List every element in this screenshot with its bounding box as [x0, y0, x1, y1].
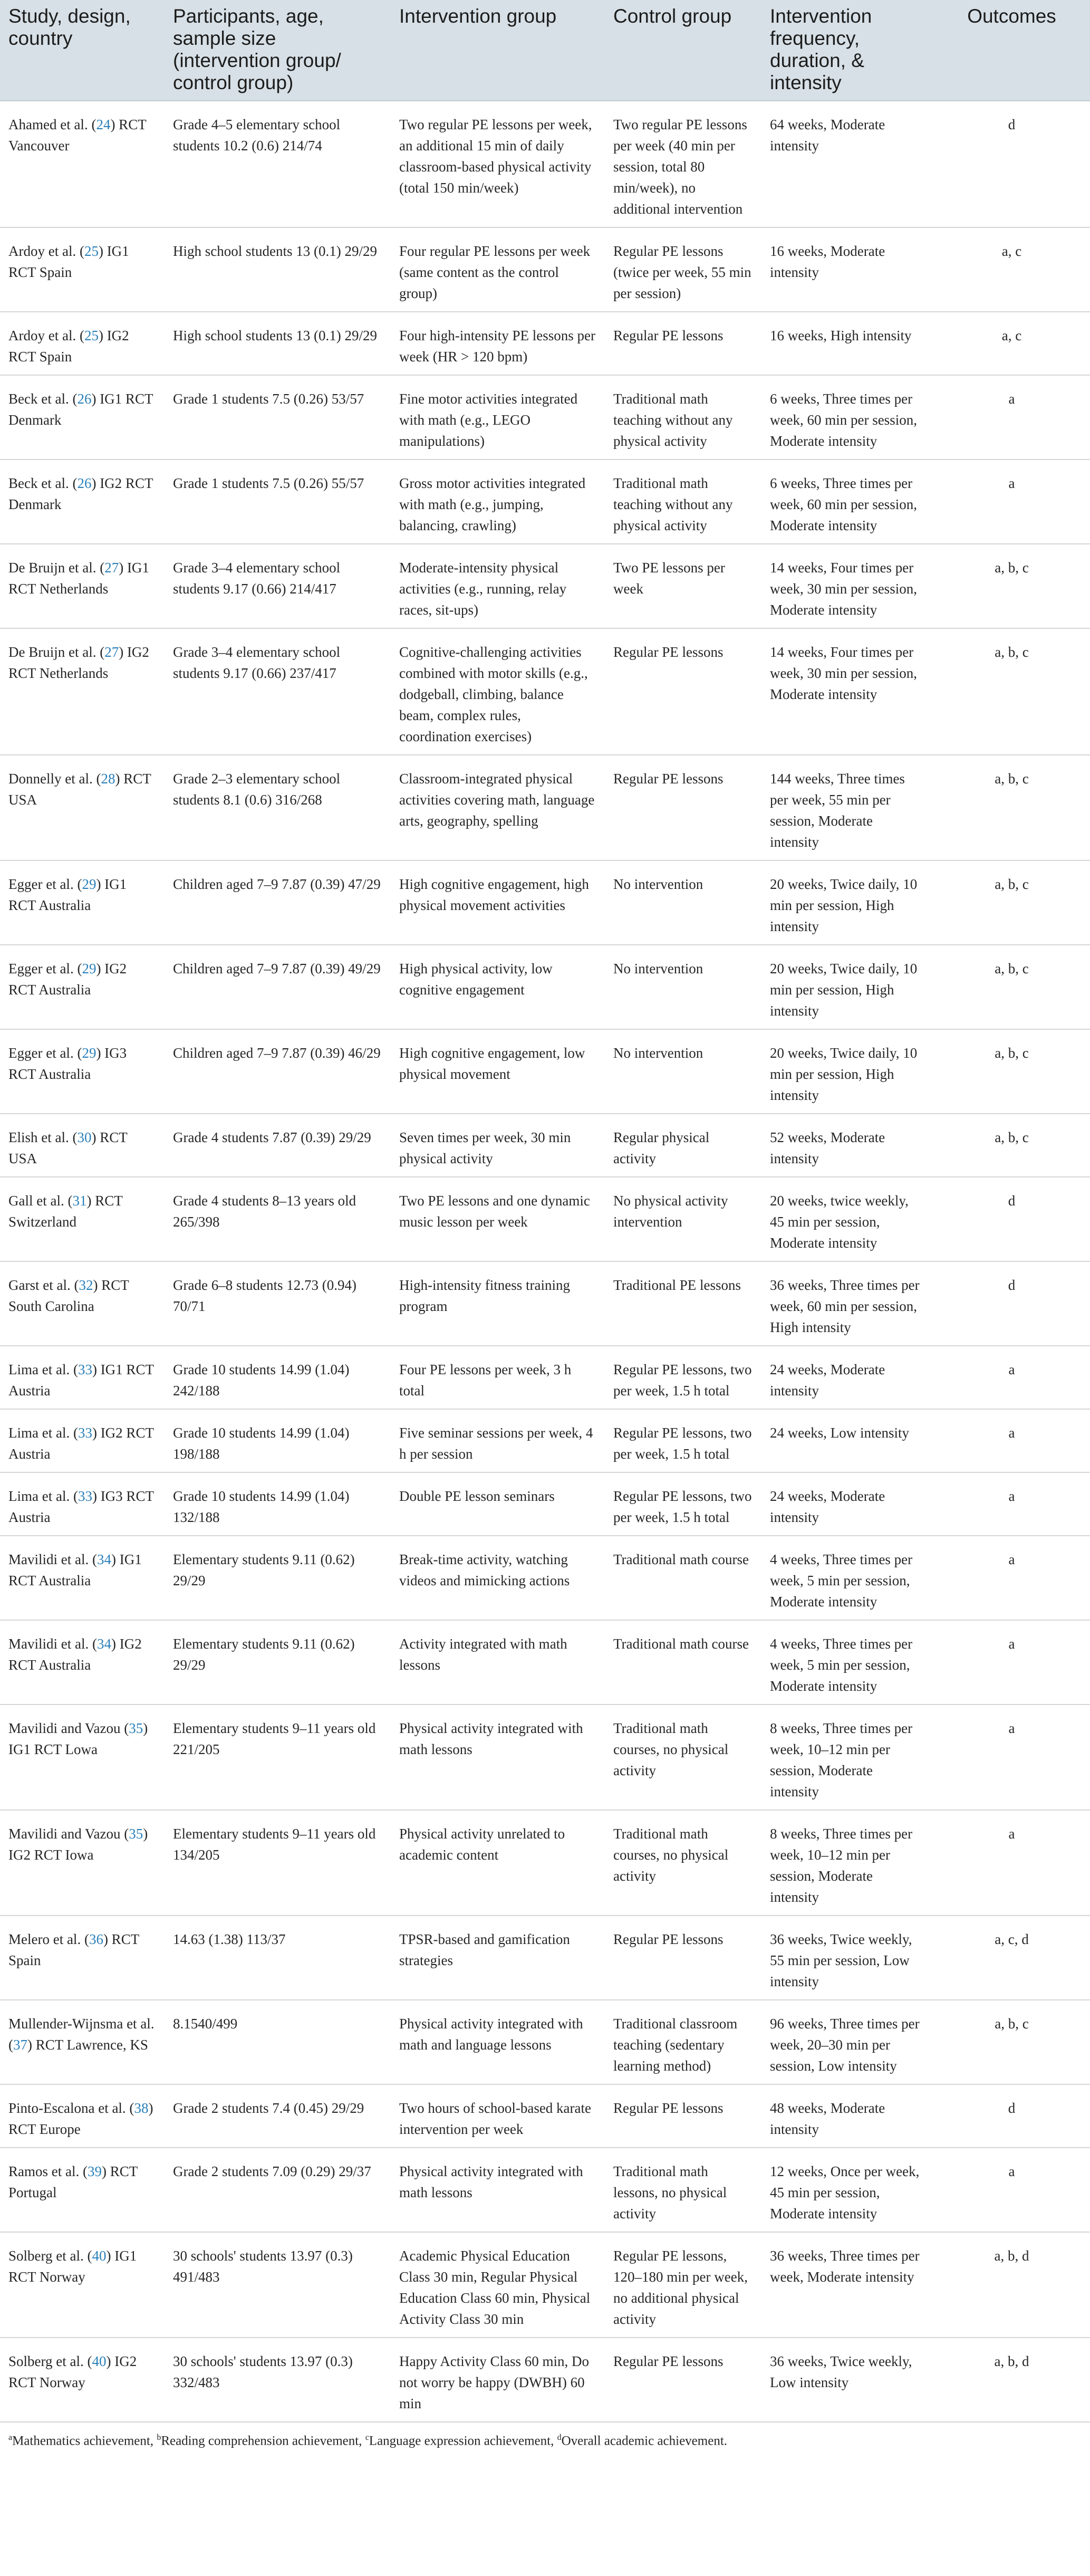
study-author: Ramos et al. ( — [8, 2163, 88, 2179]
cell-frequency: 36 weeks, Twice weekly, Low intensity — [761, 2338, 933, 2422]
study-author: Egger et al. ( — [8, 1045, 82, 1061]
cell-study — [0, 1620, 165, 1704]
cell-control: Regular PE lessons — [605, 2084, 761, 2148]
cell-outcomes: a — [933, 1472, 1090, 1536]
citation-link[interactable]: 30 — [77, 1129, 92, 1145]
cell-participants: Grade 10 students 14.99 (1.04) 242/188 — [165, 1346, 391, 1409]
cell-control: Regular PE lessons — [605, 755, 761, 860]
table-row — [0, 227, 1090, 312]
study-design-country: ) IG2 RCT Australia — [8, 961, 127, 998]
cell-control: Traditional math courses, no physical activity — [605, 1810, 761, 1916]
cell-outcomes: d — [933, 101, 1090, 227]
table-row — [0, 1346, 1090, 1409]
study-author: Ahamed et al. ( — [8, 117, 97, 132]
study-design-country: ) IG1 RCT Austria — [8, 1362, 154, 1399]
footnote-text-a: Mathematics achievement, — [12, 2434, 157, 2448]
citation-link[interactable]: 33 — [78, 1362, 92, 1377]
cell-frequency: 52 weeks, Moderate intensity — [761, 1114, 933, 1177]
study-design-country: ) RCT Switzerland — [8, 1193, 123, 1230]
study-author: Mavilidi and Vazou ( — [8, 1826, 129, 1842]
cell-intervention: Cognitive-challenging activities combined with motor skills (e.g., dodgeball, climbing, balance beam, complex rules, coordination exercises) — [391, 628, 605, 755]
footnote-text-b: Reading comprehension achievement, — [161, 2434, 365, 2448]
citation-link[interactable]: 34 — [97, 1636, 111, 1652]
cell-intervention: Physical activity integrated with math lessons — [391, 2148, 605, 2232]
cell-outcomes: a — [933, 1409, 1090, 1472]
table-row — [0, 860, 1090, 945]
table-row — [0, 1114, 1090, 1177]
cell-outcomes: a — [933, 1536, 1090, 1620]
cell-control: Regular PE lessons, two per week, 1.5 h total — [605, 1409, 761, 1472]
cell-participants: Grade 3–4 elementary school students 9.17 (0.66) 214/417 — [165, 544, 391, 628]
cell-control: No intervention — [605, 945, 761, 1029]
cell-outcomes: a, b, c — [933, 1029, 1090, 1114]
study-design-country: ) RCT Portugal — [8, 2163, 138, 2200]
cell-control: Regular physical activity — [605, 1114, 761, 1177]
cell-participants: 30 schools' students 13.97 (0.3) 332/483 — [165, 2338, 391, 2422]
header-study: Study, design, country — [0, 0, 165, 101]
table-row — [0, 1916, 1090, 2000]
study-author: Ardoy et al. ( — [8, 328, 84, 343]
header-row — [0, 0, 1090, 101]
cell-intervention: High-intensity fitness training program — [391, 1261, 605, 1346]
cell-frequency: 6 weeks, Three times per week, 60 min per session, Moderate intensity — [761, 375, 933, 459]
cell-outcomes: a, c — [933, 312, 1090, 375]
table-row — [0, 1029, 1090, 1114]
cell-outcomes: a, b, c — [933, 544, 1090, 628]
cell-participants: Grade 4 students 8–13 years old 265/398 — [165, 1177, 391, 1261]
cell-frequency: 144 weeks, Three times per week, 55 min per session, Moderate intensity — [761, 755, 933, 860]
citation-link[interactable]: 34 — [97, 1552, 111, 1567]
cell-study — [0, 227, 165, 312]
study-author: Beck et al. ( — [8, 475, 78, 491]
cell-outcomes: a, b, d — [933, 2338, 1090, 2422]
cell-intervention: Double PE lesson seminars — [391, 1472, 605, 1536]
cell-study — [0, 860, 165, 945]
cell-control: No physical activity intervention — [605, 1177, 761, 1261]
study-author: Mavilidi and Vazou ( — [8, 1720, 129, 1736]
cell-participants: Children aged 7–9 7.87 (0.39) 46/29 — [165, 1029, 391, 1114]
study-author: Pinto-Escalona et al. ( — [8, 2100, 134, 2116]
study-design-country: ) IG2 RCT Denmark — [8, 475, 153, 512]
cell-intervention: Gross motor activities integrated with math (e.g., jumping, balancing, crawling) — [391, 459, 605, 544]
cell-participants: Children aged 7–9 7.87 (0.39) 49/29 — [165, 945, 391, 1029]
study-author: Gall et al. ( — [8, 1193, 73, 1209]
study-author: De Bruijn et al. ( — [8, 560, 105, 576]
cell-frequency: 36 weeks, Three times per week, Moderate intensity — [761, 2232, 933, 2338]
cell-study — [0, 544, 165, 628]
study-design-country: ) IG2 RCT Spain — [8, 328, 129, 365]
table-row — [0, 375, 1090, 459]
cell-control: Two PE lessons per week — [605, 544, 761, 628]
study-author: Elish et al. ( — [8, 1129, 78, 1145]
cell-intervention: Two PE lessons and one dynamic music lesson per week — [391, 1177, 605, 1261]
header-outcomes: Outcomes — [933, 0, 1090, 101]
cell-control: Traditional math lessons, no physical activity — [605, 2148, 761, 2232]
header-participants: Participants, age, sample size (intervention group/ control group) — [165, 0, 391, 101]
study-design-country: ) IG1 RCT Netherlands — [8, 560, 149, 597]
table-row — [0, 1472, 1090, 1536]
cell-outcomes: a — [933, 1810, 1090, 1916]
cell-study — [0, 1810, 165, 1916]
cell-control: Traditional PE lessons — [605, 1261, 761, 1346]
footnote-mark-d: d — [557, 2433, 562, 2442]
study-design-country: ) RCT USA — [8, 771, 151, 808]
study-design-country: ) IG1 RCT Australia — [8, 1552, 142, 1588]
cell-frequency: 48 weeks, Moderate intensity — [761, 2084, 933, 2148]
cell-control: Regular PE lessons, 120–180 min per week, no additional physical activity — [605, 2232, 761, 2338]
table-row — [0, 628, 1090, 755]
cell-study — [0, 2000, 165, 2084]
cell-intervention: Five seminar sessions per week, 4 h per session — [391, 1409, 605, 1472]
study-design-country: ) IG1 RCT Lowa — [8, 1720, 148, 1757]
study-design-country: ) RCT South Carolina — [8, 1277, 129, 1314]
cell-participants: 14.63 (1.38) 113/37 — [165, 1916, 391, 2000]
cell-frequency: 24 weeks, Low intensity — [761, 1409, 933, 1472]
cell-frequency: 4 weeks, Three times per week, 5 min per session, Moderate intensity — [761, 1536, 933, 1620]
cell-frequency: 36 weeks, Twice weekly, 55 min per session, Low intensity — [761, 1916, 933, 2000]
table-row — [0, 101, 1090, 227]
study-design-country: ) RCT USA — [8, 1129, 128, 1166]
cell-participants: Elementary students 9.11 (0.62) 29/29 — [165, 1536, 391, 1620]
footnote-text-d: Overall academic achievement. — [561, 2434, 728, 2448]
study-design-country: ) RCT Vancouver — [8, 117, 147, 154]
cell-frequency: 20 weeks, Twice daily, 10 min per session, High intensity — [761, 1029, 933, 1114]
cell-study — [0, 1346, 165, 1409]
cell-participants: Grade 6–8 students 12.73 (0.94) 70/71 — [165, 1261, 391, 1346]
cell-participants: Elementary students 9.11 (0.62) 29/29 — [165, 1620, 391, 1704]
study-author: Melero et al. ( — [8, 1931, 89, 1947]
cell-frequency: 20 weeks, twice weekly, 45 min per session, Moderate intensity — [761, 1177, 933, 1261]
study-design-country: ) IG2 RCT Netherlands — [8, 644, 149, 681]
cell-frequency: 36 weeks, Three times per week, 60 min per session, High intensity — [761, 1261, 933, 1346]
cell-participants: Grade 2 students 7.09 (0.29) 29/37 — [165, 2148, 391, 2232]
table-row — [0, 945, 1090, 1029]
cell-frequency: 14 weeks, Four times per week, 30 min per session, Moderate intensity — [761, 628, 933, 755]
citation-link[interactable]: 27 — [104, 644, 119, 660]
cell-participants: Elementary students 9–11 years old 134/205 — [165, 1810, 391, 1916]
study-design-country: ) IG2 RCT Austria — [8, 1425, 154, 1462]
study-author: Egger et al. ( — [8, 961, 82, 976]
cell-study — [0, 1409, 165, 1472]
cell-frequency: 20 weeks, Twice daily, 10 min per session, High intensity — [761, 945, 933, 1029]
cell-outcomes: d — [933, 1177, 1090, 1261]
cell-outcomes: d — [933, 1261, 1090, 1346]
cell-intervention: Physical activity unrelated to academic content — [391, 1810, 605, 1916]
citation-link[interactable]: 33 — [78, 1425, 92, 1441]
cell-intervention: Two hours of school-based karate intervention per week — [391, 2084, 605, 2148]
cell-study — [0, 1916, 165, 2000]
citation-link[interactable]: 40 — [92, 2353, 107, 2369]
cell-intervention: Four high-intensity PE lessons per week (HR > 120 bpm) — [391, 312, 605, 375]
table-body — [0, 101, 1090, 2422]
cell-study — [0, 2338, 165, 2422]
table-row — [0, 1177, 1090, 1261]
cell-outcomes: a — [933, 375, 1090, 459]
cell-intervention: Physical activity integrated with math and language lessons — [391, 2000, 605, 2084]
cell-study — [0, 312, 165, 375]
study-author: Egger et al. ( — [8, 876, 82, 892]
citation-link[interactable]: 36 — [89, 1931, 103, 1947]
study-author: Garst et al. ( — [8, 1277, 79, 1293]
cell-outcomes: a, b, c — [933, 2000, 1090, 2084]
cell-frequency: 4 weeks, Three times per week, 5 min per session, Moderate intensity — [761, 1620, 933, 1704]
cell-participants: Grade 4–5 elementary school students 10.2 (0.6) 214/74 — [165, 101, 391, 227]
cell-outcomes: a, c, d — [933, 1916, 1090, 2000]
cell-study — [0, 755, 165, 860]
citation-link[interactable]: 26 — [77, 391, 92, 407]
cell-outcomes: a, b, c — [933, 1114, 1090, 1177]
cell-participants: Grade 2–3 elementary school students 8.1 (0.6) 316/268 — [165, 755, 391, 860]
cell-intervention: Moderate-intensity physical activities (e.g., running, relay races, sit-ups) — [391, 544, 605, 628]
study-author: Lima et al. ( — [8, 1425, 78, 1441]
citation-link[interactable]: 31 — [72, 1193, 87, 1209]
cell-study — [0, 459, 165, 544]
cell-control: Regular PE lessons, two per week, 1.5 h total — [605, 1472, 761, 1536]
study-author: De Bruijn et al. ( — [8, 644, 105, 660]
cell-frequency: 24 weeks, Moderate intensity — [761, 1472, 933, 1536]
cell-intervention: Academic Physical Education Class 30 min, Regular Physical Education Class 60 min, Physical Activity Class 30 min — [391, 2232, 605, 2338]
cell-intervention: Four PE lessons per week, 3 h total — [391, 1346, 605, 1409]
citation-link[interactable]: 26 — [77, 475, 92, 491]
cell-control: Regular PE lessons — [605, 1916, 761, 2000]
cell-frequency: 6 weeks, Three times per week, 60 min per session, Moderate intensity — [761, 459, 933, 544]
study-author: Solberg et al. ( — [8, 2353, 92, 2369]
table-row — [0, 2084, 1090, 2148]
study-author: Donnelly et al. ( — [8, 771, 101, 787]
cell-intervention: High cognitive engagement, high physical movement activities — [391, 860, 605, 945]
cell-intervention: TPSR-based and gamification strategies — [391, 1916, 605, 2000]
cell-control: Regular PE lessons — [605, 628, 761, 755]
cell-outcomes: a — [933, 459, 1090, 544]
footnote-text-c: Language expression achievement, — [369, 2434, 557, 2448]
cell-intervention: Happy Activity Class 60 min, Do not worry be happy (DWBH) 60 min — [391, 2338, 605, 2422]
cell-outcomes: a — [933, 1620, 1090, 1704]
citation-link[interactable]: 25 — [84, 328, 99, 343]
study-design-country: ) IG2 RCT Australia — [8, 1636, 142, 1673]
study-author: Lima et al. ( — [8, 1488, 78, 1504]
cell-intervention: High physical activity, low cognitive engagement — [391, 945, 605, 1029]
cell-intervention: Four regular PE lessons per week (same content as the control group) — [391, 227, 605, 312]
cell-study — [0, 2148, 165, 2232]
citation-link[interactable]: 38 — [134, 2100, 149, 2116]
table-header — [0, 0, 1090, 101]
citation-link[interactable]: 37 — [13, 2037, 27, 2053]
cell-frequency: 8 weeks, Three times per week, 10–12 min per session, Moderate intensity — [761, 1704, 933, 1810]
cell-study — [0, 1261, 165, 1346]
study-design-country: ) IG3 RCT Australia — [8, 1045, 127, 1082]
cell-intervention: High cognitive engagement, low physical movement — [391, 1029, 605, 1114]
cell-control: Regular PE lessons (twice per week, 55 min per session) — [605, 227, 761, 312]
cell-participants: Grade 1 students 7.5 (0.26) 55/57 — [165, 459, 391, 544]
citation-link[interactable]: 29 — [82, 876, 97, 892]
cell-intervention: Activity integrated with math lessons — [391, 1620, 605, 1704]
cell-control: Traditional math course — [605, 1620, 761, 1704]
study-design-country: ) IG2 RCT Norway — [8, 2353, 137, 2390]
citation-link[interactable]: 33 — [78, 1488, 92, 1504]
cell-study — [0, 2232, 165, 2338]
study-author: Beck et al. ( — [8, 391, 78, 407]
cell-intervention: Fine motor activities integrated with math (e.g., LEGO manipulations) — [391, 375, 605, 459]
cell-frequency: 96 weeks, Three times per week, 20–30 min per session, Low intensity — [761, 2000, 933, 2084]
cell-outcomes: a, b, c — [933, 755, 1090, 860]
cell-participants: Grade 4 students 7.87 (0.39) 29/29 — [165, 1114, 391, 1177]
study-design-country: ) IG3 RCT Austria — [8, 1488, 154, 1525]
cell-outcomes: d — [933, 2084, 1090, 2148]
cell-participants: 30 schools' students 13.97 (0.3) 491/483 — [165, 2232, 391, 2338]
cell-control: No intervention — [605, 860, 761, 945]
cell-participants: Grade 10 students 14.99 (1.04) 198/188 — [165, 1409, 391, 1472]
cell-intervention: Classroom-integrated physical activities covering math, language arts, geography, spelling — [391, 755, 605, 860]
table-row — [0, 1810, 1090, 1916]
cell-participants: Grade 1 students 7.5 (0.26) 53/57 — [165, 375, 391, 459]
cell-study — [0, 1177, 165, 1261]
cell-intervention: Physical activity integrated with math lessons — [391, 1704, 605, 1810]
header-frequency: Intervention frequency, duration, & intensity — [761, 0, 933, 101]
cell-frequency: 8 weeks, Three times per week, 10–12 min per session, Moderate intensity — [761, 1810, 933, 1916]
cell-outcomes: a — [933, 1346, 1090, 1409]
cell-study — [0, 628, 165, 755]
cell-participants: Grade 2 students 7.4 (0.45) 29/29 — [165, 2084, 391, 2148]
cell-participants: Children aged 7–9 7.87 (0.39) 47/29 — [165, 860, 391, 945]
study-design-country: ) RCT Spain — [8, 1931, 139, 1968]
cell-control: Regular PE lessons, two per week, 1.5 h total — [605, 1346, 761, 1409]
study-design-country: ) RCT Lawrence, KS — [27, 2037, 148, 2053]
study-author: Ardoy et al. ( — [8, 243, 84, 259]
cell-study — [0, 1114, 165, 1177]
footnote-mark-a: a — [8, 2433, 13, 2442]
cell-study — [0, 375, 165, 459]
table-row — [0, 2232, 1090, 2338]
cell-control: Two regular PE lessons per week (40 min per session, total 80 min/week), no additional intervention — [605, 101, 761, 227]
study-author: Solberg et al. ( — [8, 2248, 92, 2264]
cell-study — [0, 2084, 165, 2148]
citation-link[interactable]: 39 — [87, 2163, 102, 2179]
table-row — [0, 544, 1090, 628]
cell-study — [0, 1536, 165, 1620]
cell-frequency: 24 weeks, Moderate intensity — [761, 1346, 933, 1409]
study-author: Mavilidi et al. ( — [8, 1636, 97, 1652]
citation-link[interactable]: 27 — [104, 560, 119, 576]
cell-study — [0, 1029, 165, 1114]
table-row — [0, 1536, 1090, 1620]
study-author: Lima et al. ( — [8, 1362, 78, 1377]
citation-link[interactable]: 35 — [129, 1720, 143, 1736]
cell-frequency: 16 weeks, Moderate intensity — [761, 227, 933, 312]
table-row — [0, 459, 1090, 544]
cell-participants: High school students 13 (0.1) 29/29 — [165, 312, 391, 375]
cell-control: No intervention — [605, 1029, 761, 1114]
cell-frequency: 16 weeks, High intensity — [761, 312, 933, 375]
cell-control: Traditional math teaching without any physical activity — [605, 459, 761, 544]
table-row — [0, 2148, 1090, 2232]
citation-link[interactable]: 29 — [82, 961, 97, 976]
cell-outcomes: a — [933, 2148, 1090, 2232]
cell-study — [0, 945, 165, 1029]
cell-outcomes: a, c — [933, 227, 1090, 312]
citation-link[interactable]: 25 — [84, 243, 99, 259]
study-design-country: ) IG1 RCT Spain — [8, 243, 129, 280]
cell-participants: Grade 10 students 14.99 (1.04) 132/188 — [165, 1472, 391, 1536]
study-author: Mullender-Wijnsma et al. ( — [8, 2016, 155, 2053]
study-author: Mavilidi et al. ( — [8, 1552, 97, 1567]
table-row — [0, 1409, 1090, 1472]
cell-control: Traditional classroom teaching (sedentary learning method) — [605, 2000, 761, 2084]
cell-outcomes: a — [933, 1704, 1090, 1810]
header-control: Control group — [605, 0, 761, 101]
cell-frequency: 12 weeks, Once per week, 45 min per session, Moderate intensity — [761, 2148, 933, 2232]
cell-frequency: 14 weeks, Four times per week, 30 min per session, Moderate intensity — [761, 544, 933, 628]
header-intervention: Intervention group — [391, 0, 605, 101]
citation-link[interactable]: 24 — [96, 117, 111, 132]
cell-intervention: Seven times per week, 30 min physical activity — [391, 1114, 605, 1177]
cell-participants: Elementary students 9–11 years old 221/205 — [165, 1704, 391, 1810]
cell-study — [0, 1472, 165, 1536]
citation-link[interactable]: 32 — [79, 1277, 93, 1293]
cell-study — [0, 101, 165, 227]
study-design-country: ) IG1 RCT Australia — [8, 876, 127, 913]
table-row — [0, 1704, 1090, 1810]
study-design-country: ) IG2 RCT Iowa — [8, 1826, 148, 1863]
cell-outcomes: a, b, c — [933, 628, 1090, 755]
cell-outcomes: a, b, c — [933, 945, 1090, 1029]
cell-outcomes: a, b, d — [933, 2232, 1090, 2338]
cell-study — [0, 1704, 165, 1810]
footnote-mark-c: c — [365, 2433, 369, 2442]
study-design-country: ) IG1 RCT Norway — [8, 2248, 137, 2285]
citation-link[interactable]: 35 — [129, 1826, 143, 1842]
footnote-mark-b: b — [157, 2433, 161, 2442]
cell-frequency: 20 weeks, Twice daily, 10 min per session, High intensity — [761, 860, 933, 945]
cell-participants: 8.1540/499 — [165, 2000, 391, 2084]
cell-participants: Grade 3–4 elementary school students 9.17 (0.66) 237/417 — [165, 628, 391, 755]
study-design-country: ) RCT Europe — [8, 2100, 153, 2137]
study-design-country: ) IG1 RCT Denmark — [8, 391, 153, 428]
table-row — [0, 2000, 1090, 2084]
citation-link[interactable]: 40 — [92, 2248, 107, 2264]
cell-control: Regular PE lessons — [605, 312, 761, 375]
table-row — [0, 312, 1090, 375]
cell-intervention: Two regular PE lessons per week, an additional 15 min of daily classroom-based physical activity (total 150 min/week) — [391, 101, 605, 227]
cell-control: Traditional math courses, no physical activity — [605, 1704, 761, 1810]
table-row — [0, 2338, 1090, 2422]
table-row — [0, 1620, 1090, 1704]
cell-outcomes: a, b, c — [933, 860, 1090, 945]
cell-control: Traditional math course — [605, 1536, 761, 1620]
citation-link[interactable]: 28 — [101, 771, 115, 787]
cell-intervention: Break-time activity, watching videos and mimicking actions — [391, 1536, 605, 1620]
cell-control: Traditional math teaching without any physical activity — [605, 375, 761, 459]
cell-control: Regular PE lessons — [605, 2338, 761, 2422]
citation-link[interactable]: 29 — [82, 1045, 97, 1061]
table-row — [0, 755, 1090, 860]
table-footnote — [0, 2422, 1090, 2456]
table-row — [0, 1261, 1090, 1346]
cell-frequency: 64 weeks, Moderate intensity — [761, 101, 933, 227]
cell-participants: High school students 13 (0.1) 29/29 — [165, 227, 391, 312]
